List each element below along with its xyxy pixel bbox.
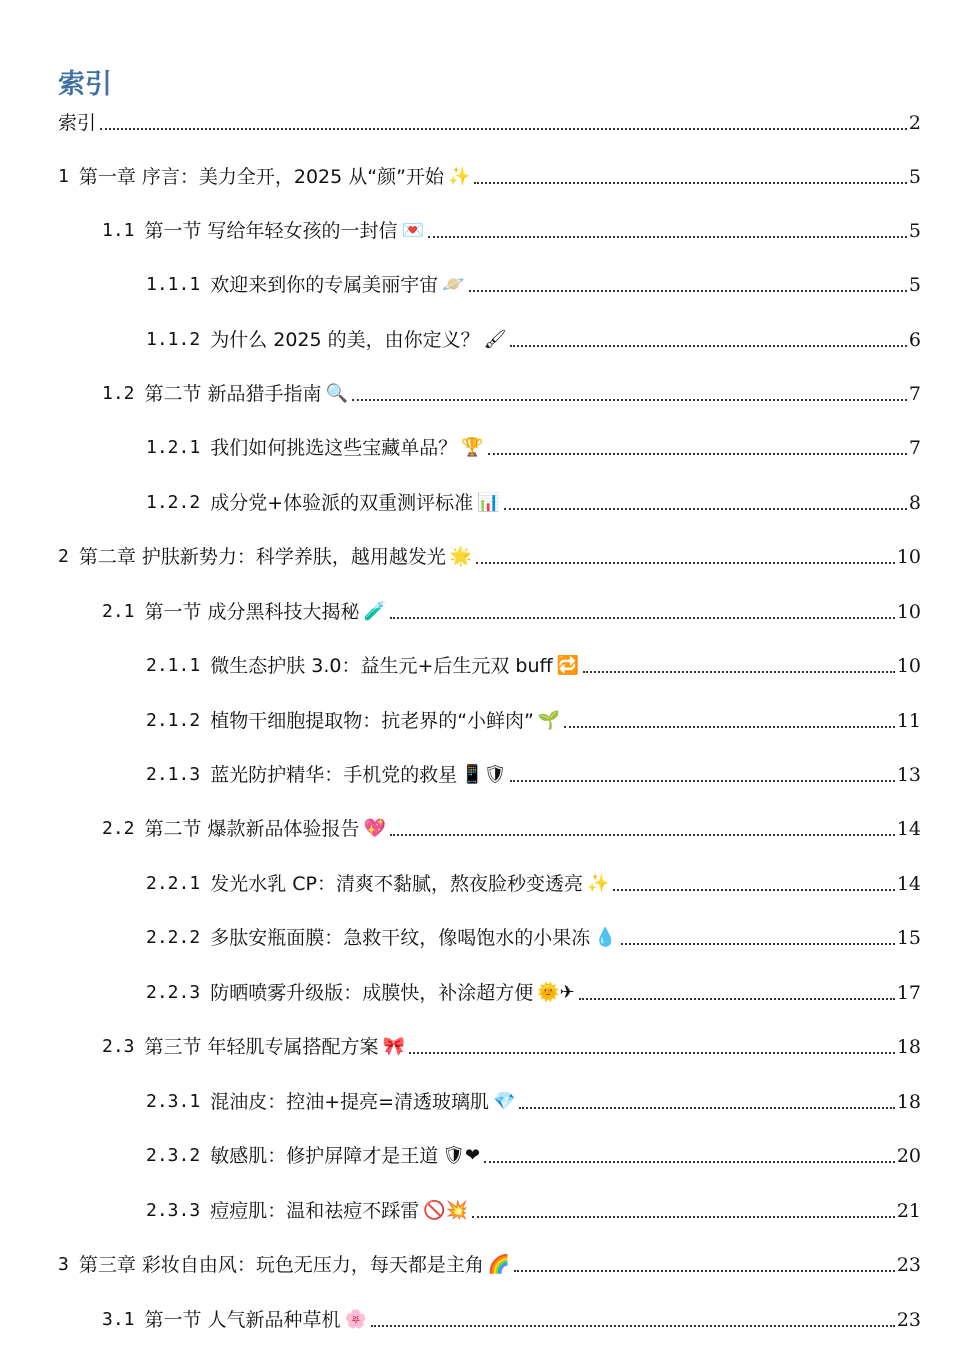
toc-entry-number: 2.2.3: [146, 982, 201, 1003]
dot-leader: [579, 998, 895, 1000]
toc-entry-page: 6: [908, 329, 921, 351]
toc-entry[interactable]: [146, 651, 921, 681]
toc-entry-number: 2.1.1: [146, 655, 201, 676]
toc-entry-label: 防晒喷雾升级版：成膜快，补涂超方便: [210, 982, 534, 1004]
gem-icon: 💎: [493, 1091, 516, 1112]
toc-entry-page: 14: [896, 818, 921, 840]
toc-entry[interactable]: [146, 325, 921, 355]
toc-entry[interactable]: [146, 433, 921, 463]
toc-entry-label: 第二节 新品猎手指南: [144, 383, 322, 405]
toc-entry-page: 8: [908, 492, 921, 514]
toc-entry[interactable]: [146, 869, 921, 899]
toc-entry-number: 2: [58, 546, 69, 567]
toc-entry-label: 为什么 2025 的美，由你定义？: [210, 329, 480, 351]
shield-heart-icon: 🛡❤: [442, 1145, 481, 1166]
toc-entry-label: 我们如何挑选这些宝藏单品？: [210, 437, 458, 459]
toc-entry-page: 7: [908, 383, 921, 405]
toc-entry[interactable]: [146, 1196, 921, 1226]
toc-entry-page: 23: [896, 1309, 921, 1331]
sun-airplane-icon: 🌞✈: [537, 982, 575, 1003]
toc-entry-label: 痘痘肌：温和祛痘不踩雷: [210, 1200, 420, 1222]
droplet-icon: 💧: [594, 927, 617, 948]
toc-entry-number: 2.3: [102, 1036, 135, 1057]
dot-leader: [510, 780, 894, 782]
toc-entry[interactable]: [146, 1087, 921, 1117]
toc-entry[interactable]: [102, 1032, 921, 1062]
toc-entry-page: 15: [896, 927, 921, 949]
toc-entry-label: 蓝光防护精华：手机党的救星: [210, 764, 458, 786]
rainbow-icon: 🌈: [487, 1254, 511, 1275]
toc-entry-page: 7: [908, 437, 921, 459]
toc-entry[interactable]: [146, 706, 921, 736]
prohibited-collision-icon: 🚫💥: [423, 1200, 469, 1221]
planet-icon: 🪐: [442, 274, 465, 295]
toc-entry[interactable]: [102, 597, 921, 627]
dot-leader: [474, 182, 907, 184]
dot-leader: [484, 1161, 895, 1163]
toc-entry-label: 第三节 年轻肌专属搭配方案: [144, 1036, 379, 1058]
toc-entry-number: 2.3.1: [146, 1091, 201, 1112]
toc-entry-label: 索引: [58, 112, 97, 134]
dot-leader: [371, 1325, 895, 1327]
toc-entry-page: 13: [896, 764, 921, 786]
toc-entry[interactable]: [102, 216, 921, 246]
toc-entry[interactable]: [58, 108, 921, 138]
dot-leader: [504, 508, 907, 510]
toc-entry[interactable]: [146, 923, 921, 953]
bar-chart-icon: 📊: [477, 492, 500, 513]
toc-entry-label: 第一章 序言：美力全开，2025 从“颜”开始: [78, 166, 444, 188]
toc-entry-number: 2.1: [102, 601, 135, 622]
trophy-icon: 🏆: [461, 437, 484, 458]
test-tube-icon: 🧪: [363, 601, 386, 622]
toc-entry-number: 2.3.3: [146, 1200, 201, 1221]
toc-entry[interactable]: [146, 1141, 921, 1171]
toc-entry-label: 第二节 爆款新品体验报告: [144, 818, 360, 840]
toc-entry-page: 2: [908, 112, 921, 134]
toc-entry-label: 植物干细胞提取物：抗老界的“小鲜肉”: [210, 710, 534, 732]
toc-entry[interactable]: [102, 1305, 921, 1335]
sparkles-icon: ✨: [586, 873, 610, 894]
toc-entry-label: 微生态护肤 3.0：益生元+后生元双 buff: [210, 655, 553, 677]
toc-entry-page: 23: [896, 1254, 921, 1276]
toc-entry-page: 17: [896, 982, 921, 1004]
toc-entry[interactable]: [146, 760, 921, 790]
toc-entry[interactable]: [58, 1250, 921, 1280]
toc-entry-number: 1.2: [102, 383, 135, 404]
dot-leader: [583, 671, 895, 673]
toc-entry-number: 1.2.2: [146, 492, 201, 513]
toc-entry-label: 第二章 护肤新势力：科学养肤，越用越发光: [78, 546, 446, 568]
toc-entry-number: 2.1.3: [146, 764, 201, 785]
dot-leader: [472, 1216, 895, 1218]
toc-entry-number: 1.1: [102, 220, 135, 241]
magnifier-icon: 🔍: [325, 383, 348, 404]
dot-leader: [409, 1052, 895, 1054]
dot-leader: [100, 128, 907, 130]
toc-entry-page: 14: [896, 873, 921, 895]
toc-entry-label: 第一节 写给年轻女孩的一封信: [144, 220, 398, 242]
toc-entry-label: 多肽安瓶面膜：急救干纹，像喝饱水的小果冻: [210, 927, 591, 949]
seedling-icon: 🌱: [537, 710, 561, 731]
toc-entry-number: 3.1: [102, 1309, 135, 1330]
toc-entry-number: 1.1.2: [146, 329, 201, 350]
glowing-star-icon: 🌟: [449, 546, 473, 567]
toc-entry-number: 2.3.2: [146, 1145, 201, 1166]
dot-leader: [621, 943, 895, 945]
dot-leader: [514, 1270, 895, 1272]
toc-entry-label: 成分党+体验派的双重测评标准: [210, 492, 474, 514]
toc-entry[interactable]: [102, 814, 921, 844]
toc-entry-page: 10: [896, 655, 921, 677]
dot-leader: [390, 617, 895, 619]
toc-entry-page: 11: [896, 710, 921, 732]
dot-leader: [510, 345, 906, 347]
toc-entry-page: 5: [908, 220, 921, 242]
toc-entry-page: 5: [908, 166, 921, 188]
phone-shield-icon: 📱🛡: [461, 764, 507, 785]
toc-entry-number: 2.2.2: [146, 927, 201, 948]
toc-entry-number: 2.1.2: [146, 710, 201, 731]
toc-entry-number: 1.1.1: [146, 274, 201, 295]
toc-entry[interactable]: [146, 978, 921, 1008]
toc-entry-label: 欢迎来到你的专属美丽宇宙: [210, 274, 439, 296]
dot-leader: [564, 726, 895, 728]
dot-leader: [469, 290, 907, 292]
cherry-blossom-icon: 🌸: [344, 1309, 367, 1330]
toc-entry[interactable]: [58, 542, 921, 572]
toc-entry-page: 10: [896, 546, 921, 568]
toc-entry-page: 10: [896, 601, 921, 623]
toc-entry-page: 20: [896, 1145, 921, 1167]
dot-leader: [519, 1107, 894, 1109]
dot-leader: [488, 453, 907, 455]
sparkling-heart-icon: 💖: [363, 818, 386, 839]
toc-entry-number: 2.2: [102, 818, 135, 839]
dot-leader: [390, 834, 895, 836]
toc-heading: 索引: [58, 69, 112, 100]
toc-entry-label: 第三章 彩妆自由风：玩色无压力，每天都是主角: [78, 1254, 484, 1276]
dot-leader: [428, 236, 907, 238]
toc-entry[interactable]: [146, 270, 921, 300]
toc-entry-label: 混油皮：控油+提亮=清透玻璃肌: [210, 1091, 490, 1113]
toc-entry-number: 1.2.1: [146, 437, 201, 458]
dot-leader: [352, 399, 907, 401]
toc-entry[interactable]: [146, 488, 921, 518]
toc-entry-number: 2.2.1: [146, 873, 201, 894]
toc-entry-number: 1: [58, 166, 69, 187]
toc-entry-label: 第一节 成分黑科技大揭秘: [144, 601, 360, 623]
toc-entry-number: 3: [58, 1254, 69, 1275]
toc-entry-label: 第一节 人气新品种草机: [144, 1309, 341, 1331]
repeat-icon: 🔁: [556, 655, 580, 676]
toc-entry-page: 5: [908, 274, 921, 296]
toc-entry[interactable]: [102, 379, 921, 409]
dot-leader: [476, 562, 895, 564]
toc-entry[interactable]: [58, 162, 921, 192]
toc-entry-page: 18: [896, 1036, 921, 1058]
toc-entry-page: 18: [896, 1091, 921, 1113]
sparkles-icon: ✨: [447, 166, 471, 187]
toc-entry-label: 敏感肌：修护屏障才是王道: [210, 1145, 439, 1167]
toc-entry-page: 21: [896, 1200, 921, 1222]
paintbrush-icon: 🖌: [483, 329, 507, 350]
toc-entry-label: 发光水乳 CP：清爽不黏腻，熬夜脸秒变透亮: [210, 873, 583, 895]
ribbon-icon: 🎀: [382, 1036, 405, 1057]
dot-leader: [613, 889, 894, 891]
love-letter-icon: 💌: [401, 220, 424, 241]
